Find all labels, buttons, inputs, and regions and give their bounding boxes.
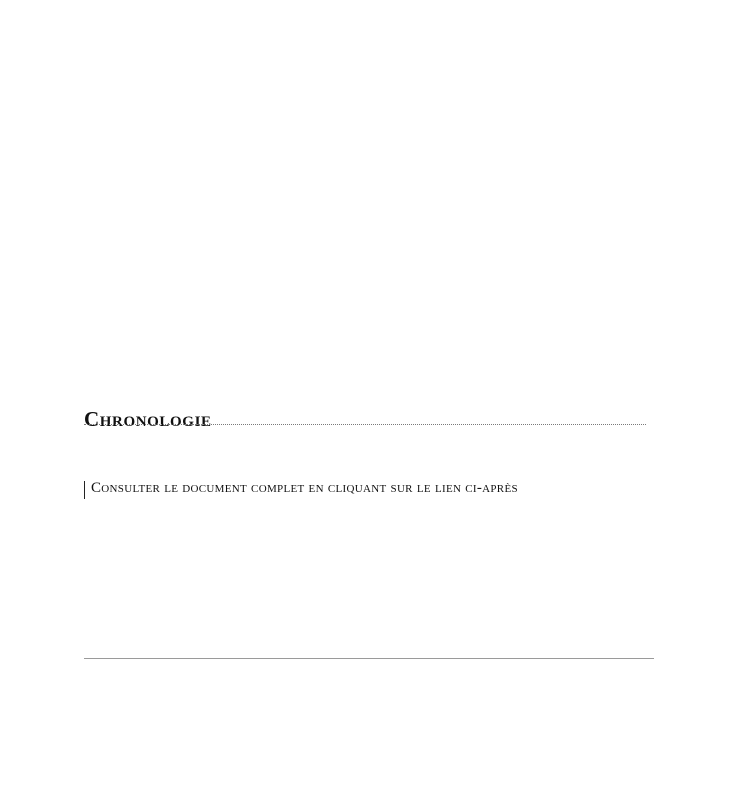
footer-divider xyxy=(84,658,654,659)
document-link[interactable]: Consulter le document complet en cliquant sur le lien ci-après xyxy=(91,480,518,496)
document-link-row[interactable] xyxy=(84,480,518,499)
heading-divider xyxy=(84,424,646,425)
vertical-bar-icon xyxy=(84,481,85,499)
page-title: Chronologie xyxy=(84,407,212,432)
